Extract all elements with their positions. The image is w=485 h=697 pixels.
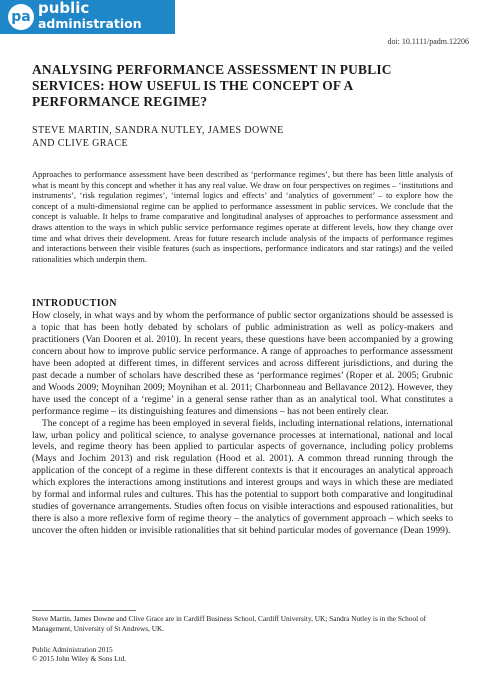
paragraph-2: The concept of a regime has been employed in several fields, including international relations, international law, urban policy and political science, to analyse governance processes at international, national and local levels, and regime theory has been applied to particular aspects of governance, including policy problems (Mays and Jochim 2013) and risk regulation (Hood et al. 2001). A common thread running through the application of the concept of a regime in these different contexts is that it encourages an analytical approach which explores the interactions among institutions and interest groups and ways in which these are mediated by formal and informal rules and cultures. This has the potential to support both comparative and longitudinal studies of governance arrangements. Studies often focus on visible interactions and espoused rationalities, but there is also a more reflexive form of regime theory – the analytics of government approach – which seeks to uncover the often hidden or invisible rationalities that sit behind particular modes of governance (Dean 1999). xyxy=(32,418,453,537)
journal-name xyxy=(38,1,142,31)
journal-logo xyxy=(8,4,34,30)
author-line-1: STEVE MARTIN, SANDRA NUTLEY, JAMES DOWNE xyxy=(32,125,284,136)
footnote-divider xyxy=(32,610,136,611)
section-heading: INTRODUCTION xyxy=(32,298,117,309)
copyright-line: © 2015 John Wiley & Sons Ltd. xyxy=(32,654,127,663)
abstract: Approaches to performance assessment have been described as ‘performance regimes’, but there has been little analysis of what is meant by this concept and whether it has any real value. We draw on four perspectives on regimes – ‘institutions and instruments’, ‘risk regulation regimes’, ‘internal logics and effects’ and ‘analytics of government’ – to explore how the concept of a multi-dimensional regime can be applied to performance assessment in public services. We conclude that the concept is valuable. It helps to frame comparative and longitudinal analyses of approaches to performance assessment and draws attention to the ways in which public service performance regimes operate at different levels, how they change over time and what drives their development. Areas for future research include analysis of the impacts of performance regimes and interactions between their visible features (such as inspections, performance indicators and star ratings) and the veiled rationalities which underpin them. xyxy=(32,170,453,264)
journal-banner xyxy=(0,0,175,34)
journal-name-line1: public xyxy=(38,0,90,17)
paragraph-1: How closely, in what ways and by whom the performance of public sector organizations should be assessed is a topic that has been hotly debated by scholars of public administration as well as policy-makers and practitioners (Van Dooren et al. 2010). In recent years, these questions have been accompanied by a growing concern about how to improve public service performance. A range of approaches to performance assessment have been adopted at different times, in different services and across different jurisdictions, and during the past decade a number of scholars have described these as ‘performance regimes’ (Roper et al. 2005; Grubnic and Woods 2009; Moynihan 2009; Moynihan et al. 2011; Charbonneau and Bellavance 2012). However, they have used the concept of a ‘regime’ in a general sense rather than as an analytical tool. What constitutes a performance regime – its distinguishing features and dimensions – has not been entirely clear. xyxy=(32,311,453,417)
author-list xyxy=(32,124,432,150)
publication-info xyxy=(32,645,332,663)
author-line-2: AND CLIVE GRACE xyxy=(32,138,128,149)
body-text xyxy=(32,311,453,538)
logo-letters: pa xyxy=(11,9,31,25)
journal-name-line2: administration xyxy=(38,16,142,31)
doi-label: doi: 10.1111/padm.12206 xyxy=(387,37,469,46)
journal-year: Public Administration 2015 xyxy=(32,645,113,654)
article-title: ANALYSING PERFORMANCE ASSESSMENT IN PUBLIC SERVICES: HOW USEFUL IS THE CONCEPT OF A PERFORMANCE REGIME? xyxy=(32,62,392,109)
author-affiliation-footnote: Steve Martin, James Downe and Clive Grace are in Cardiff Business School, Cardiff University, UK; Sandra Nutley is in the School of Management, University of St Andrews, UK. xyxy=(32,614,427,633)
